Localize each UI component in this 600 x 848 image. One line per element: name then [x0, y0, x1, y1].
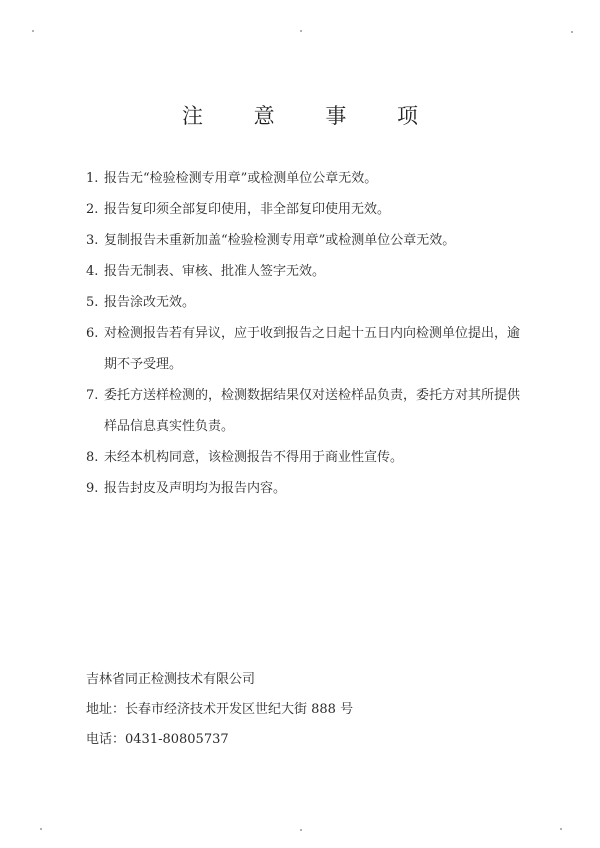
scan-speck — [300, 829, 302, 831]
note-text: 报告涂改无效。 — [104, 295, 196, 310]
note-number: 1. — [86, 171, 99, 186]
scan-speck — [560, 828, 562, 830]
note-number: 4. — [86, 264, 99, 279]
note-text: 报告封皮及声明均为报告内容。 — [104, 481, 287, 496]
note-number: 5. — [86, 295, 99, 310]
company-info — [86, 665, 526, 755]
list-item — [86, 380, 526, 442]
note-number: 8. — [86, 450, 99, 465]
note-text: 报告无“检验检测专用章”或检测单位公章无效。 — [104, 171, 378, 186]
note-number: 7. — [86, 388, 99, 403]
note-text: 未经本机构同意，该检测报告不得用于商业性宣传。 — [104, 450, 404, 465]
scan-speck — [300, 30, 302, 32]
list-item — [86, 287, 526, 318]
note-text: 报告无制表、审核、批准人签字无效。 — [104, 264, 326, 279]
list-item — [86, 442, 526, 473]
list-item — [86, 318, 526, 380]
company-name: 吉林省同正检测技术有限公司 — [86, 672, 256, 687]
scan-speck — [571, 31, 573, 33]
list-item — [86, 256, 526, 287]
scan-speck — [40, 828, 42, 830]
note-text: 报告复印须全部复印使用，非全部复印使用无效。 — [104, 202, 391, 217]
note-number: 3. — [86, 233, 99, 248]
list-item — [86, 473, 526, 504]
note-number: 6. — [86, 326, 99, 341]
note-text: 复制报告未重新加盖“检验检测专用章”或检测单位公章无效。 — [104, 233, 456, 248]
company-phone: 电话：0431-80805737 — [86, 732, 229, 747]
notes-list — [86, 163, 526, 504]
note-number: 2. — [86, 202, 99, 217]
list-item — [86, 163, 526, 194]
note-number: 9. — [86, 481, 99, 496]
list-item — [86, 225, 526, 256]
scan-speck — [32, 30, 34, 32]
list-item — [86, 194, 526, 225]
page-title: 注 意 事 项 — [181, 104, 441, 128]
note-text: 委托方送样检测的，检测数据结果仅对送检样品负责，委托方对其所提供样品信息真实性负责。 — [104, 388, 521, 434]
note-text: 对检测报告若有异议，应于收到报告之日起十五日内向检测单位提出，逾期不予受理。 — [104, 326, 521, 372]
company-address: 地址：长春市经济技术开发区世纪大街 888 号 — [86, 702, 354, 717]
